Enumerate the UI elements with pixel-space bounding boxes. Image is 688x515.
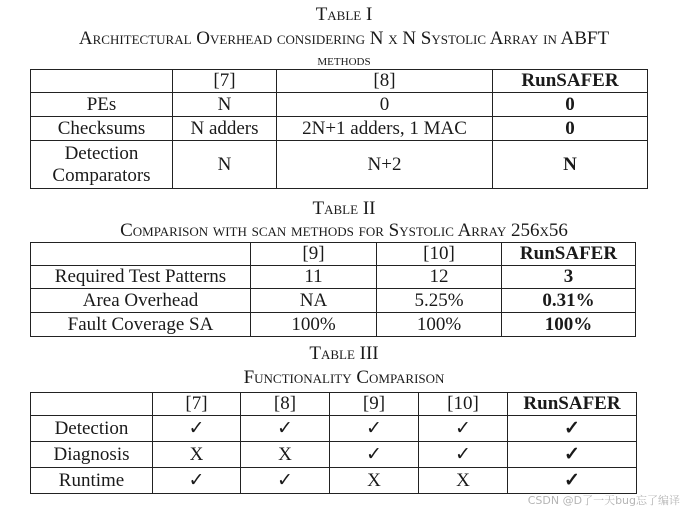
cell: X: [153, 442, 241, 468]
check-mark-icon: ✓: [241, 416, 330, 442]
table-header-row: [31, 243, 636, 266]
cell-runsafer: N: [493, 141, 648, 189]
check-mark-icon: ✓: [508, 416, 637, 442]
cell: N: [173, 141, 277, 189]
table2-title: Comparison with scan methods for Systolic Array 256x56: [120, 220, 568, 241]
watermark: CSDN @D了一天bug忘了编译: [527, 494, 680, 507]
row-label: Fault Coverage SA: [31, 313, 251, 337]
check-mark-icon: ✓: [419, 416, 508, 442]
check-mark-icon: ✓: [508, 442, 637, 468]
table-header-row: [31, 70, 648, 93]
row-label: Detection Comparators: [31, 141, 173, 189]
header-cell: [9]: [251, 243, 377, 266]
table-row: [31, 266, 636, 289]
table1-label: Table I: [315, 4, 373, 25]
header-cell-runsafer: RunSAFER: [493, 70, 648, 93]
header-cell: [7]: [153, 393, 241, 416]
header-cell: [10]: [419, 393, 508, 416]
table3-title: Functionality Comparison: [243, 367, 445, 388]
row-label: Area Overhead: [31, 289, 251, 313]
check-mark-icon: ✓: [330, 416, 419, 442]
table-row: [31, 93, 648, 117]
cell: 100%: [251, 313, 377, 337]
table-row: [31, 117, 648, 141]
header-cell-runsafer: RunSAFER: [502, 243, 636, 266]
cell: N adders: [173, 117, 277, 141]
row-label: Runtime: [31, 468, 153, 494]
cell-runsafer: 0: [493, 117, 648, 141]
cell-runsafer: 100%: [502, 313, 636, 337]
table-row: [31, 313, 636, 337]
cell: X: [330, 468, 419, 494]
cell: NA: [251, 289, 377, 313]
table1-title-cont: methods: [317, 52, 371, 69]
header-cell: [9]: [330, 393, 419, 416]
table3: [30, 392, 637, 494]
cell: X: [419, 468, 508, 494]
table1: [30, 69, 648, 189]
table-header-row: [31, 393, 637, 416]
table1-title: Architectural Overhead considering N x N Systolic Array in ABFT: [78, 28, 610, 49]
table2: [30, 242, 636, 337]
header-cell: [8]: [241, 393, 330, 416]
header-cell-runsafer: RunSAFER: [508, 393, 637, 416]
check-mark-icon: ✓: [419, 442, 508, 468]
row-label: Diagnosis: [31, 442, 153, 468]
row-label: PEs: [31, 93, 173, 117]
cell-runsafer: 0: [493, 93, 648, 117]
check-mark-icon: ✓: [241, 468, 330, 494]
table2-label: Table II: [312, 198, 376, 219]
table-row: [31, 289, 636, 313]
header-cell: [10]: [377, 243, 502, 266]
header-cell: [31, 393, 153, 416]
header-cell: [31, 243, 251, 266]
table3-label: Table III: [309, 343, 379, 364]
header-cell: [8]: [277, 70, 493, 93]
cell: N+2: [277, 141, 493, 189]
table-row: [31, 468, 637, 494]
check-mark-icon: ✓: [508, 468, 637, 494]
header-cell: [7]: [173, 70, 277, 93]
row-label: Required Test Patterns: [31, 266, 251, 289]
table-row: [31, 141, 648, 189]
cell: 2N+1 adders, 1 MAC: [277, 117, 493, 141]
row-label: Checksums: [31, 117, 173, 141]
table-row: [31, 442, 637, 468]
cell: 0: [277, 93, 493, 117]
cell: X: [241, 442, 330, 468]
table-row: [31, 416, 637, 442]
cell-runsafer: 3: [502, 266, 636, 289]
check-mark-icon: ✓: [330, 442, 419, 468]
cell: 12: [377, 266, 502, 289]
cell: 11: [251, 266, 377, 289]
check-mark-icon: ✓: [153, 468, 241, 494]
check-mark-icon: ✓: [153, 416, 241, 442]
cell-runsafer: 0.31%: [502, 289, 636, 313]
cell: 5.25%: [377, 289, 502, 313]
cell: 100%: [377, 313, 502, 337]
header-cell: [31, 70, 173, 93]
row-label: Detection: [31, 416, 153, 442]
cell: N: [173, 93, 277, 117]
